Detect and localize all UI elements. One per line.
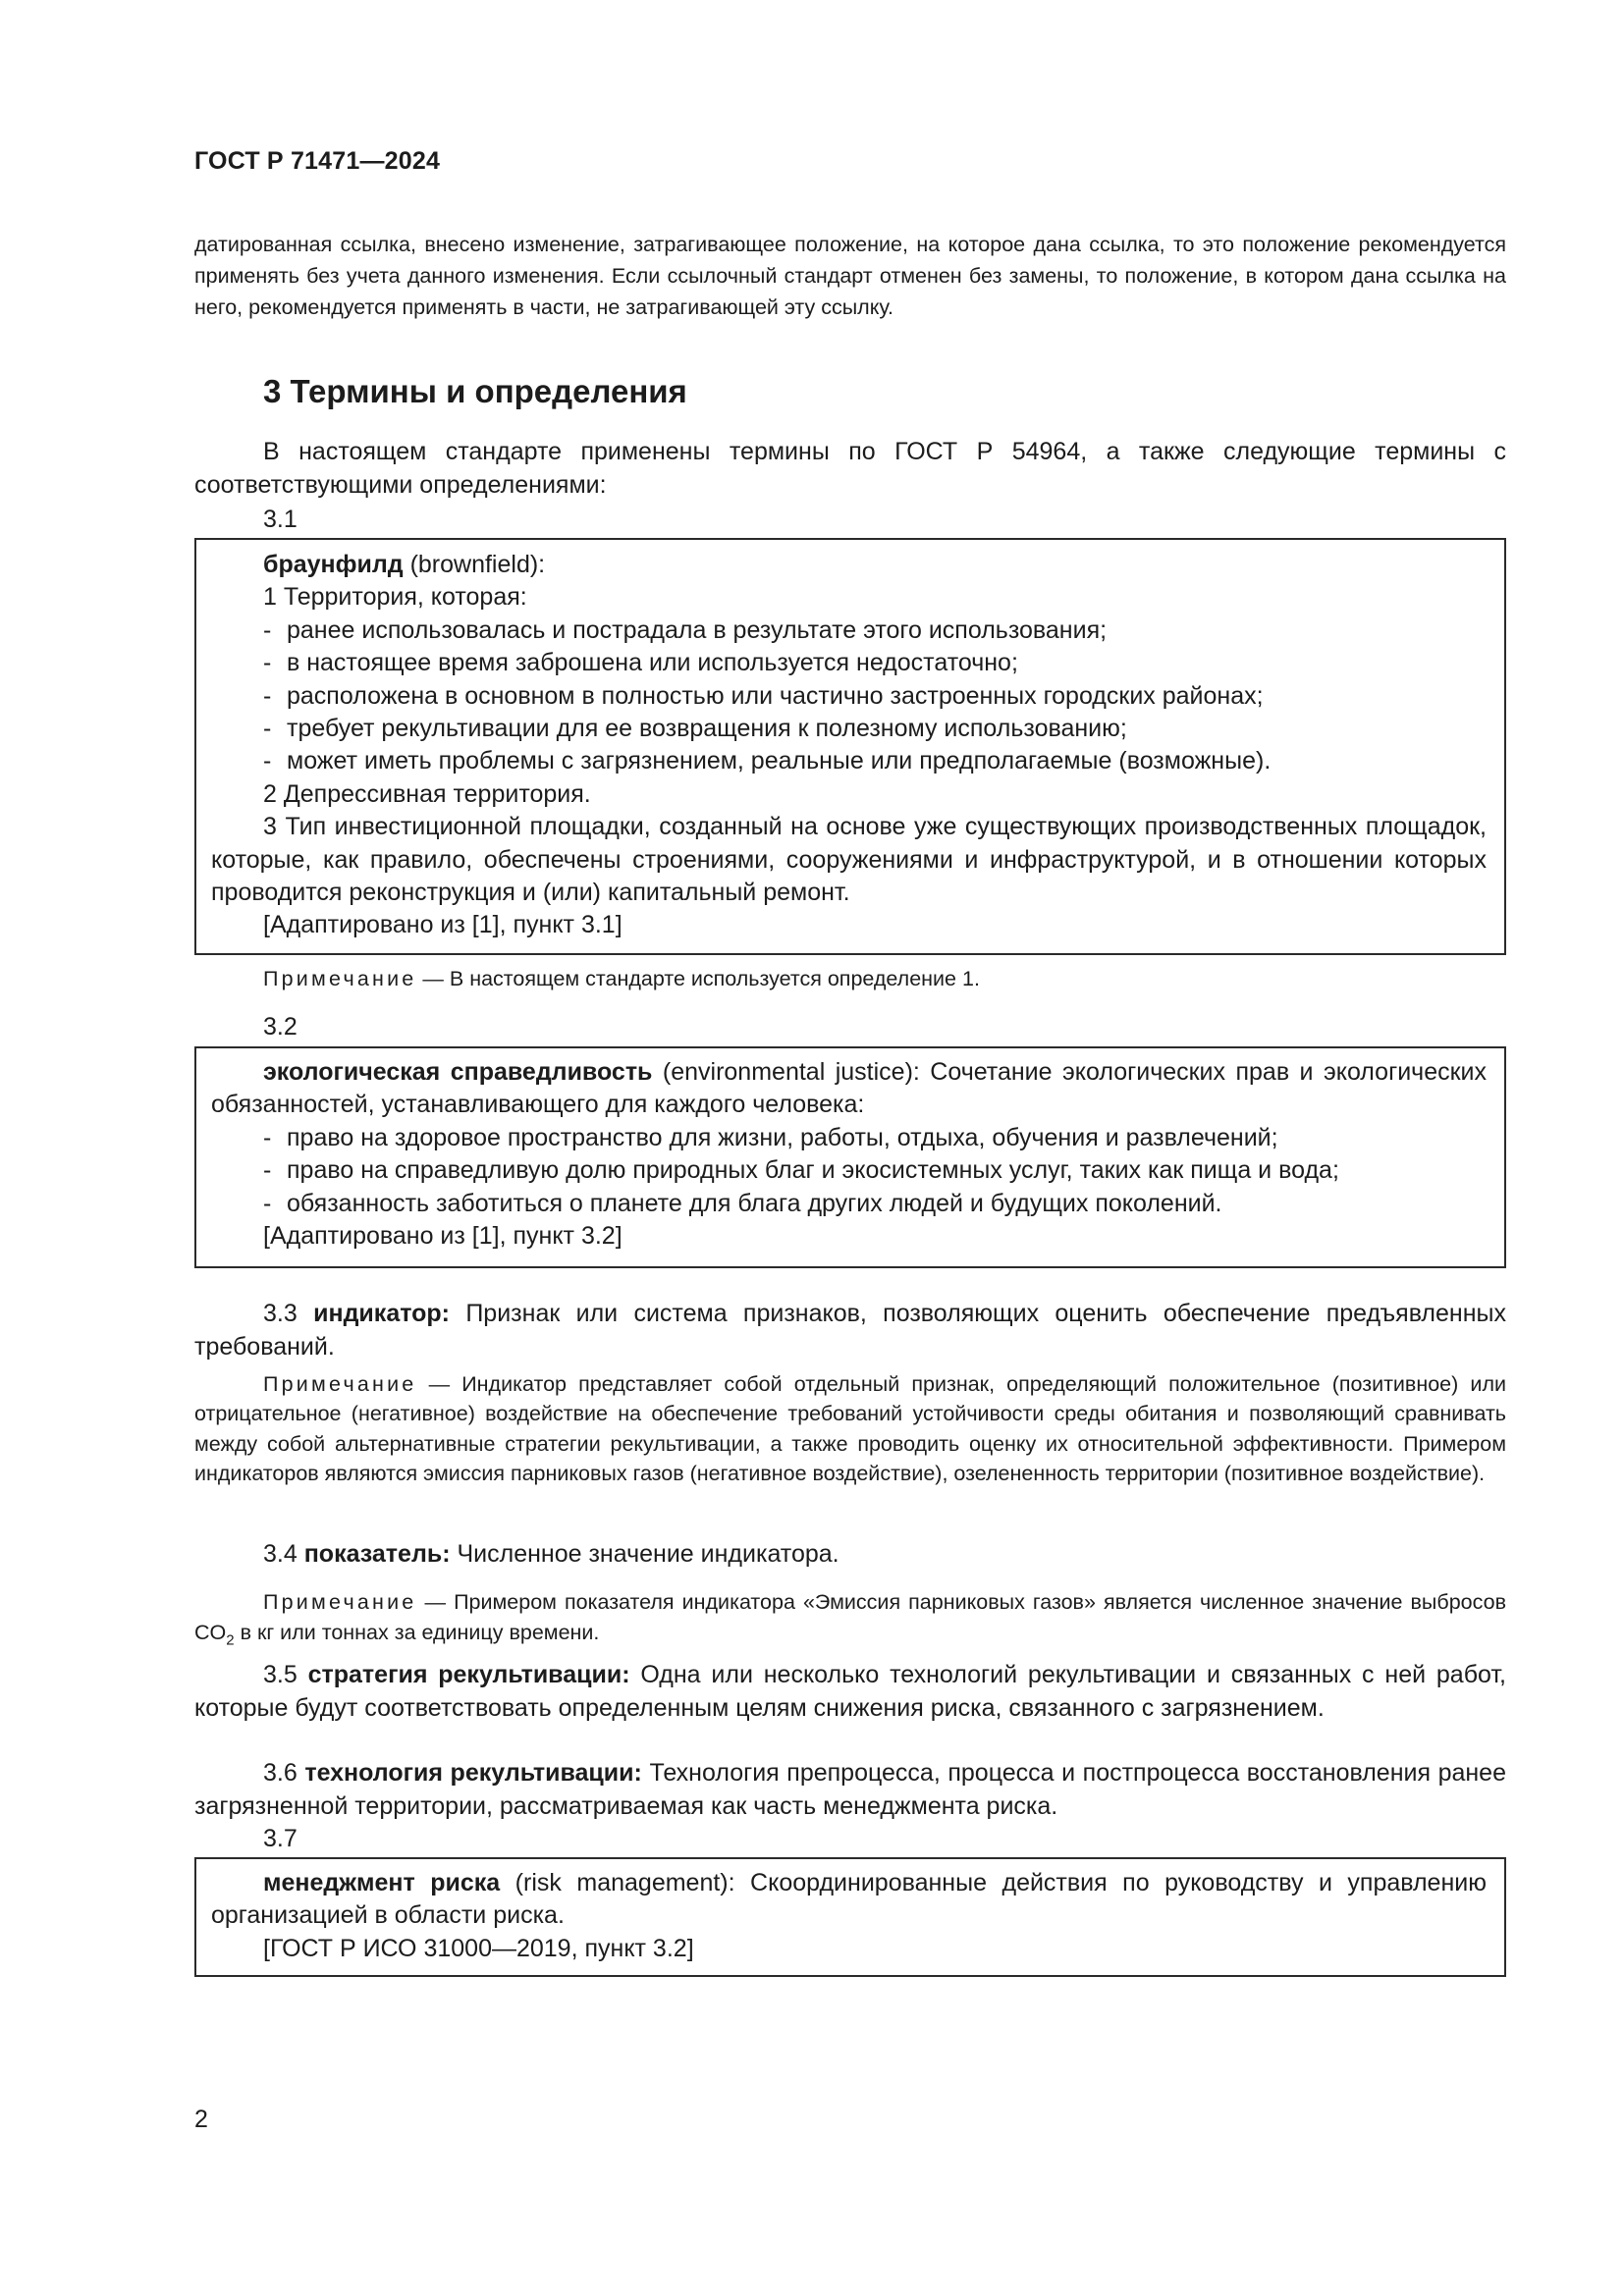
term-3-3: 3.3 индикатор: Признак или система признаков, позволяющих оценить обеспечение предъявленных требований. <box>194 1300 1507 1361</box>
list-item: - расположена в основном в полностью или частично застроенных городских районах; <box>263 681 1264 710</box>
term-3-6: 3.6 технология рекультивации: Технология препроцесса, процесса и постпроцесса восстановления ранее загрязненной территории, рассматриваемая как часть менеджмента риска. <box>194 1759 1506 1820</box>
definition-2: 2 Депрессивная территория. <box>263 779 591 808</box>
note-3-4: Примечание — Примером показателя индикатора «Эмиссия парниковых газов» является численное значение выбросов $CO_2$ в кг или тоннах за единицу времени. <box>194 1590 1506 1649</box>
term-number-3-1: 3.1 <box>263 506 298 533</box>
term-3-4: 3.4 показатель: Численное значение индикатора. <box>263 1540 839 1568</box>
definition-3: 3 Тип инвестиционной площадки, созданный на основе уже существующих производственных площадок, которые, как правило, обеспечены строениями, сооружениями и инфраструктурой, и в отношении которых проводится реконструкция и (или) капитальный ремонт. <box>211 813 1487 907</box>
definition-1-lead: 1 Территория, которая: <box>263 583 527 612</box>
note-3-1: Примечание — В настоящем стандарте используется определение 1. <box>263 967 980 990</box>
document-code-header: ГОСТ Р 71471—2024 <box>194 147 441 175</box>
term-box-3-1 <box>194 538 1506 955</box>
term-name: индикатор: <box>313 1300 450 1327</box>
term-number-3-2: 3.2 <box>263 1013 298 1041</box>
list-item: - ранее использовалась и пострадала в результате этого использования; <box>263 615 1108 644</box>
term-number-3-7: 3.7 <box>263 1825 298 1852</box>
term-box-3-7 <box>194 1857 1506 1977</box>
list-item: - может иметь проблемы с загрязнением, реальные или предполагаемые (возможные). <box>263 747 1272 775</box>
intro-paragraph: датированная ссылка, внесено изменение, затрагивающее положение, на которое дана ссылка, то это положение рекомендуется применять без учета данного изменения. Если ссылочный стандарт отменен без замены, то положение, в котором дана ссылка на него, рекомендуется применять в части, не затрагивающей эту ссылку. <box>194 233 1506 319</box>
list-item: - обязанность заботиться о планете для блага других людей и будущих поколений. <box>263 1189 1222 1217</box>
term-source: [ГОСТ Р ИСО 31000—2019, пункт 3.2] <box>263 1934 694 1962</box>
term-name: менеджмент риска <box>263 1869 501 1896</box>
page-number: 2 <box>194 2106 208 2133</box>
term-heading: менеджмент риска (risk management): Скоординированные действия по руководству и управлению организацией в области риска. <box>211 1869 1487 1930</box>
term-3-5: 3.5 стратегия рекультивации: Одна или несколько технологий рекультивации и связанных с ней работ, которые будут соответствовать определенным целям снижения риска, связанного с загрязнением. <box>194 1661 1506 1722</box>
term-heading <box>211 549 1487 581</box>
list-item: - право на здоровое пространство для жизни, работы, отдыха, обучения и развлечений; <box>263 1123 1278 1151</box>
term-name: технология рекультивации: <box>304 1759 642 1787</box>
section-title: 3 Термины и определения <box>263 373 687 409</box>
section-intro: В настоящем стандарте применены термины по ГОСТ Р 54964, а также следующие термины с соответствующими определениями: <box>194 438 1506 499</box>
term-source: [Адаптировано из [1], пункт 3.2] <box>263 1222 623 1251</box>
term-name: показатель: <box>303 1540 451 1568</box>
term-heading: экологическая справедливость (environmental justice): Сочетание экологических прав и экологических обязанностей, устанавливающего для каждого человека: <box>211 1058 1487 1119</box>
list-item: - требует рекультивации для ее возвращения к полезному использованию; <box>263 715 1127 743</box>
list-item: - право на справедливую долю природных благ и экосистемных услуг, таких как пища и вода; <box>263 1156 1339 1185</box>
term-name: браунфилд <box>263 551 404 578</box>
term-source: [Адаптировано из [1], пункт 3.1] <box>263 911 623 939</box>
term-name: экологическая справедливость <box>263 1058 653 1086</box>
list-item: - в настоящее время заброшена или используется недостаточно; <box>263 649 1018 677</box>
term-name: стратегия рекультивации: <box>307 1661 630 1688</box>
term-box-3-2 <box>194 1046 1506 1268</box>
term-english: (brownfield): <box>403 551 546 578</box>
note-3-3: Примечание — Индикатор представляет собой отдельный признак, определяющий положительное (позитивное) или отрицательное (негативное) воздействие на обеспечение требований устойчивости среды обитания и позволяющий сравнивать между собой альтернативные стратегии рекультивации, а также проводить оценку их относительной эффективности. Примером индикаторов являются эмиссия парниковых газов (негативное воздействие), озелененность территории (позитивное воздействие). <box>194 1372 1506 1485</box>
